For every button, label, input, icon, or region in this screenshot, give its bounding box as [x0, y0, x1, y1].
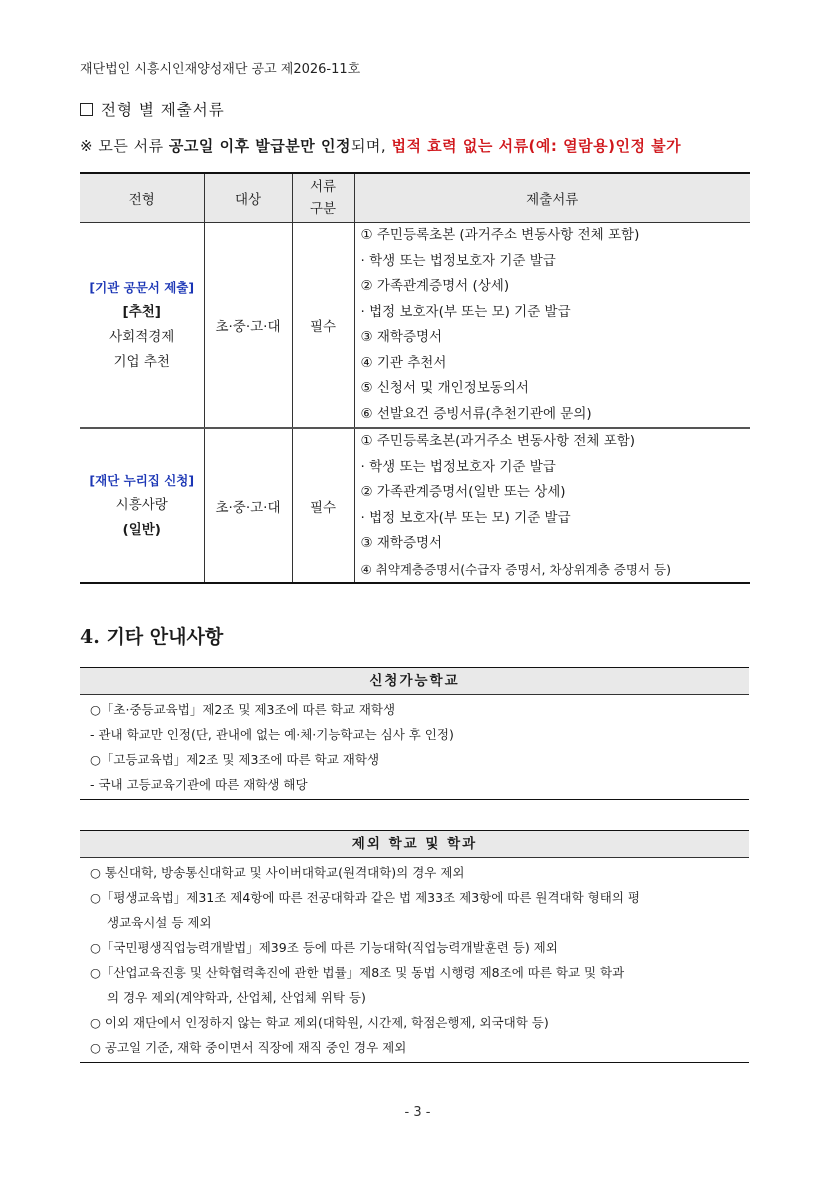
list-item: ○「국민평생직업능력개발법」제39조 등에 따른 기능대학(직업능력개발훈련 등) 제외 — [90, 940, 558, 955]
excluded-schools-title: 제외 학교 및 학과 — [80, 830, 749, 858]
notice-part3: 되며, — [350, 137, 387, 155]
type-sub-label: (일반) — [122, 522, 161, 538]
info-heading: 4. 기타 안내사항 — [80, 626, 224, 648]
documents-table — [80, 172, 750, 584]
doc-line: ④ 기관 추천서 — [360, 354, 447, 371]
eligible-schools-title: 신청가능학교 — [80, 667, 749, 695]
category-cell: 필수 — [292, 428, 354, 583]
list-item: ○「산업교육진흥 및 산학협력촉진에 관한 법률」제8조 및 동법 시행령 제8조에 따른 학교 및 학과 — [90, 965, 625, 980]
doc-line: ③ 재학증명서 — [360, 535, 443, 551]
doc-line: ② 가족관계증명서(일반 또는 상세) — [360, 484, 566, 500]
type-sub-label: [추천] — [122, 304, 161, 320]
header-docs: 제출서류 — [354, 173, 750, 223]
list-item: ○ 이외 재단에서 인정하지 않는 학교 제외(대학원, 시간제, 학점은행제, 외국대학 등) — [90, 1015, 549, 1030]
list-item: ○「초·중등교육법」제2조 및 제3조에 따른 학교 재학생 — [90, 702, 396, 717]
type-line: 기업 추천 — [113, 354, 170, 370]
doc-line: ④ 취약계층증명서(수급자 증명서, 차상위계층 증명서 등) — [360, 561, 671, 577]
list-item: ○「평생교육법」제31조 제4항에 따른 전공대학과 같은 법 제33조 제3항에 따른 원격대학 형태의 평 — [90, 890, 640, 905]
doc-line: ① 주민등록초본(과거주소 변동사항 전체 포함) — [360, 433, 636, 449]
type-line: 사회적경제 — [109, 329, 175, 345]
eligible-schools-box — [80, 667, 749, 800]
list-item: ○ 통신대학, 방송통신대학교 및 사이버대학교(원격대학)의 경우 제외 — [90, 865, 465, 880]
page-number: - 3 - — [404, 1105, 431, 1120]
section-title-text: 전형 별 제출서류 — [101, 101, 225, 119]
table-row — [80, 428, 750, 583]
type-label: [기관 공문서 제출] — [89, 280, 195, 295]
document-header: 재단법인 시흥시인재양성재단 공고 제2026-11호 — [80, 62, 361, 77]
notice-part1: 모든 서류 — [98, 137, 164, 155]
notice-part2: 공고일 이후 발급분만 인정 — [168, 137, 351, 155]
header-category — [292, 173, 354, 223]
doc-line: ② 가족관계증명서 (상세) — [360, 278, 510, 294]
type-cell — [80, 428, 204, 583]
doc-line: · 학생 또는 법정보호자 기준 발급 — [360, 252, 556, 269]
doc-line: ① 주민등록초본 (과거주소 변동사항 전체 포함) — [360, 227, 640, 243]
notice-mark: ※ — [80, 137, 94, 155]
list-item: - 국내 고등교육기관에 따른 재학생 해당 — [90, 777, 308, 792]
type-label: [재단 누리집 신청] — [89, 473, 195, 488]
eligible-schools-list — [80, 695, 749, 800]
type-cell — [80, 223, 204, 429]
list-item: - 관내 학교만 인정(단, 관내에 없는 예·체·기능학교는 심사 후 인정) — [90, 727, 454, 742]
excluded-schools-box — [80, 830, 749, 1063]
docs-cell — [354, 428, 750, 583]
list-item: 의 경우 제외(계약학과, 산업체, 산업체 위탁 등) — [107, 990, 366, 1005]
category-cell: 필수 — [292, 223, 354, 429]
notice-line — [80, 135, 681, 156]
doc-line: · 법정 보호자(부 또는 모) 기준 발급 — [360, 303, 571, 320]
checkbox-icon — [80, 103, 93, 116]
section-heading — [80, 98, 225, 120]
notice-warning: 법적 효력 없는 서류(예: 열람용)인정 불가 — [391, 137, 682, 155]
header-category-line2: 구분 — [309, 201, 337, 217]
target-cell: 초·중·고·대 — [204, 428, 292, 583]
doc-line: ⑤ 신청서 및 개인정보동의서 — [360, 380, 529, 396]
header-target: 대상 — [204, 173, 292, 223]
doc-line: ⑥ 선발요건 증빙서류(추천기관에 문의) — [360, 405, 592, 422]
doc-line: · 법정 보호자(부 또는 모) 기준 발급 — [360, 509, 571, 526]
docs-cell — [354, 223, 750, 429]
header-type: 전형 — [80, 173, 204, 223]
list-item: 생교육시설 등 제외 — [107, 915, 212, 930]
doc-line: · 학생 또는 법정보호자 기준 발급 — [360, 458, 556, 475]
target-cell: 초·중·고·대 — [204, 223, 292, 429]
excluded-schools-list — [80, 858, 749, 1063]
table-row — [80, 223, 750, 429]
table-header-row — [80, 173, 750, 223]
list-item: ○「고등교육법」제2조 및 제3조에 따른 학교 재학생 — [90, 752, 380, 767]
header-category-line1: 서류 — [309, 179, 337, 195]
list-item: ○ 공고일 기준, 재학 중이면서 직장에 재직 중인 경우 제외 — [90, 1040, 407, 1055]
type-line: 시흥사랑 — [115, 497, 168, 513]
doc-line: ③ 재학증명서 — [360, 329, 443, 345]
